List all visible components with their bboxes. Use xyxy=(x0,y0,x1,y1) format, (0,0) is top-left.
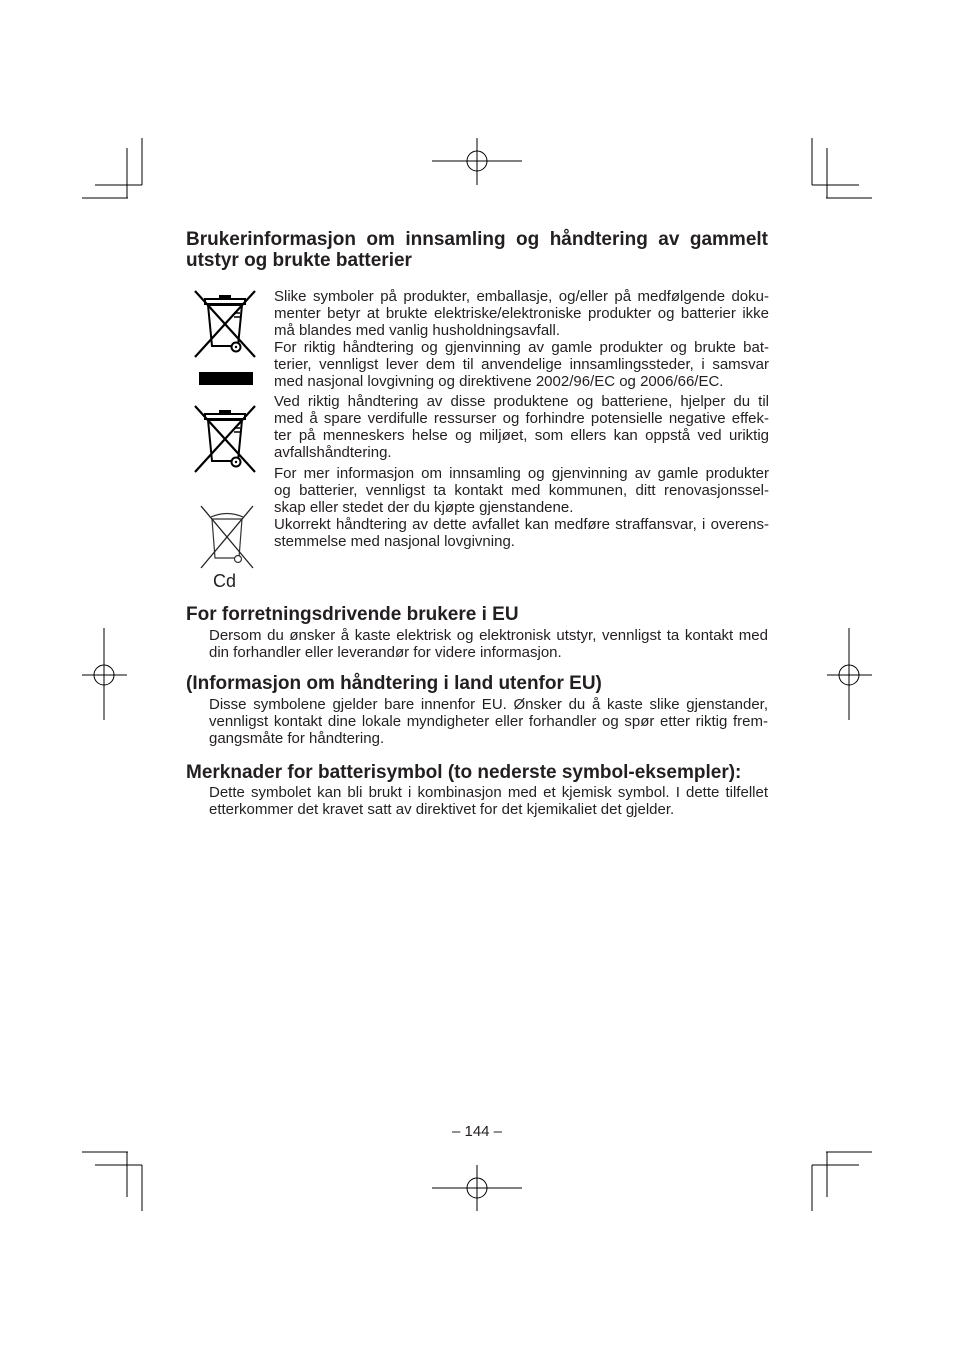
crop-mark-top-right xyxy=(812,138,872,198)
registration-mark-right xyxy=(827,628,872,720)
registration-mark-bottom xyxy=(432,1165,522,1211)
black-bar-icon xyxy=(199,372,253,385)
intro-paragraph xyxy=(274,517,769,551)
intro-paragraph xyxy=(274,466,769,517)
section-body-line: vennligst kontakt dine lokale myndigheter eller forhandler og spør etter riktig frem- xyxy=(209,712,768,730)
intro-paragraph xyxy=(274,289,769,340)
section-body-line: etterkommer det kravet satt av direktivet for det kjemikaliet det gjelder. xyxy=(209,800,675,818)
crossed-out-wheelie-bin-icon xyxy=(192,289,258,359)
section-body xyxy=(209,785,768,819)
crop-mark-bottom-right xyxy=(812,1152,872,1211)
intro-text-line: For riktig håndtering og gjenvinning av gamle produkter og brukte bat- xyxy=(274,338,769,356)
page-title-line: Brukerinformasjon om innsamling og håndtering av gammelt xyxy=(186,229,768,250)
section-heading: For forretningsdrivende brukere i EU xyxy=(186,604,519,625)
crossed-out-wheelie-bin-icon xyxy=(192,404,258,474)
page-title-line: utstyr og brukte batterier xyxy=(186,249,412,271)
page-title xyxy=(186,230,768,271)
intro-block xyxy=(274,289,769,390)
registration-mark-left xyxy=(82,628,127,720)
section-body xyxy=(209,628,768,662)
section-body-line: Disse symbolene gjelder bare innenfor EU. Ønsker du å kaste slike gjenstander, xyxy=(209,696,768,713)
crop-mark-bottom-left xyxy=(82,1152,142,1211)
registration-mark-top xyxy=(432,138,522,185)
section-body-line: gangsmåte for håndtering. xyxy=(209,729,385,747)
intro-block xyxy=(274,394,769,462)
intro-text-line: menter betyr at brukte elektriske/elektroniske produkter og batterier ikke xyxy=(274,304,769,322)
intro-text-line: og batterier, vennligst ta kontakt med kommunen, ditt renovasjonssel- xyxy=(274,481,769,499)
section-body-line: din forhandler eller leverandør for videre informasjon. xyxy=(209,643,562,661)
crop-mark-top-left xyxy=(82,138,142,198)
intro-paragraph xyxy=(274,340,769,391)
intro-text-line: terier, vennligst lever dem til anvendelige innsamlingssteder, i samsvar xyxy=(274,355,769,373)
intro-text-line: Ukorrekt håndtering av dette avfallet kan medføre straffansvar, i overens- xyxy=(274,515,769,533)
intro-text-line: ter på menneskers helse og miljøet, som ellers kan oppstå ved uriktig xyxy=(274,427,769,445)
intro-text-line: med å spare verdifulle ressurser og forhindre potensielle negative effek- xyxy=(274,410,769,428)
section-heading: (Informasjon om håndtering i land utenfor EU) xyxy=(186,673,602,694)
crossed-out-wheelie-bin-icon xyxy=(199,504,255,570)
intro-text-line: skap eller stedet der du kjøpte gjenstandene. xyxy=(274,498,574,516)
intro-text-line: Slike symboler på produkter, emballasje, og/eller på medfølgende doku- xyxy=(274,288,769,305)
intro-text-line: må blandes med vanlig husholdningsavfall. xyxy=(274,321,561,339)
chemical-symbol-label: Cd xyxy=(213,571,237,591)
section-body-line: Dette symbolet kan bli brukt i kombinasjon med et kjemisk symbol. I dette tilfellet xyxy=(209,784,768,801)
intro-block xyxy=(274,466,769,551)
intro-text-line: avfallshåndtering. xyxy=(274,444,392,462)
intro-text-line: For mer informasjon om innsamling og gjenvinning av gamle produkter xyxy=(274,465,769,483)
intro-text xyxy=(274,289,769,555)
page-number: – 144 – xyxy=(451,1123,503,1140)
intro-text-line: med nasjonal lovgivning og direktivene 2002/96/EC og 2006/66/EC. xyxy=(274,372,724,390)
intro-text-line: stemmelse med nasjonal lovgivning. xyxy=(274,532,515,550)
section-body xyxy=(209,697,768,748)
section-body-line: Dersom du ønsker å kaste elektrisk og elektronisk utstyr, vennligst ta kontakt med xyxy=(209,627,768,644)
intro-text-line: Ved riktig håndtering av disse produktene og batteriene, hjelper du til xyxy=(274,393,769,411)
section-heading: Merknader for batterisymbol (to nederste symbol-eksempler): xyxy=(186,762,742,783)
intro-paragraph xyxy=(274,394,769,462)
